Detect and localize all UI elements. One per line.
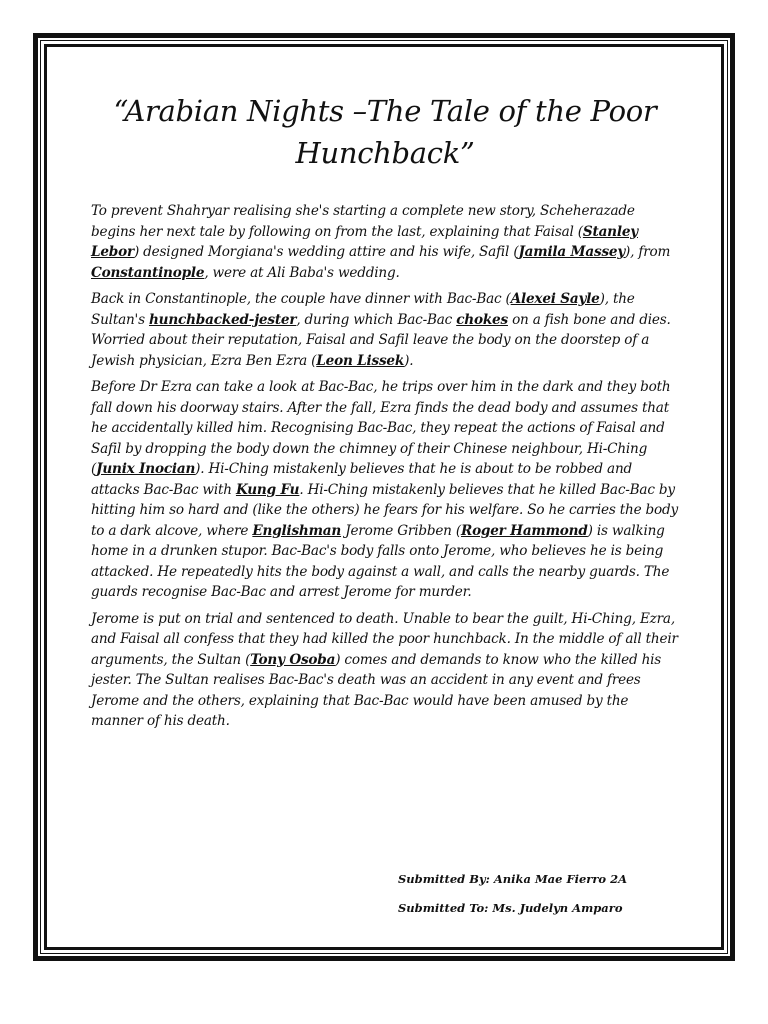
paragraph-text: . Hi-Ching mistakenly believes that he killed Bac-Bac by hitting him so hard and (like the others) he fears for his welfare. So he carries the body to a dark alcove, where (91, 481, 679, 539)
hyperlink[interactable]: Leon Lissek (316, 352, 405, 369)
hyperlink[interactable]: Tony Osoba (250, 651, 336, 668)
story-text (91, 201, 679, 732)
story-paragraph (91, 201, 679, 283)
paragraph-text: ) is walking home in a drunken stupor. Bac-Bac's body falls onto Jerome, who believes he is being attacked. He repeatedly hits the body against a wall, and calls the nearby guards. The guards recognise Bac-Bac and arrest Jerome for murder. (91, 522, 670, 600)
hyperlink[interactable]: chokes (456, 311, 508, 328)
paragraph-text: Jerome Gribben ( (341, 522, 461, 539)
paragraph-text: ), the Sultan's (91, 291, 635, 328)
hyperlink[interactable]: Alexei Sayle (510, 291, 600, 307)
paragraph-text: ) designed Morgiana's wedding attire and his wife, Safil ( (133, 244, 519, 260)
paragraph-text: ) comes and demands to know who the killed his jester. The Sultan realises Bac-Bac's death was an accident in any event and frees Jerome and the others, explaining that Bac-Bac would have been amused by the manner of his death. (91, 651, 662, 729)
hyperlink[interactable]: Jamila Massey (518, 244, 626, 260)
hyperlink[interactable]: Kung Fu (235, 481, 300, 498)
hyperlink[interactable]: Junix Inocian (96, 461, 196, 477)
paragraph-text: ). (404, 352, 414, 369)
submitted-by: Submitted By: Anika Mae Fierro 2A (398, 872, 628, 886)
hyperlink[interactable]: Roger Hammond (460, 522, 588, 539)
hyperlink[interactable]: Englishman (252, 522, 342, 539)
hyperlink[interactable]: hunchbacked-jester (148, 311, 297, 328)
paragraph-text: Jerome is put on trial and sentenced to death. Unable to bear the guilt, Hi-Ching, Ezra, and Faisal all confess that they had killed the poor hunchback. In the middle of all their arguments, the Sultan ( (91, 610, 678, 668)
paragraph-text: To prevent Shahryar realising she's starting a complete new story, Scheherazade begins her next tale by following on from the last, explaining that Faisal ( (91, 203, 635, 240)
story-paragraph (91, 609, 679, 732)
submitted-to: Submitted To: Ms. Judelyn Amparo (398, 901, 623, 915)
paragraph-text: Back in Constantinople, the couple have dinner with Bac-Bac ( (91, 291, 511, 307)
story-paragraph (91, 377, 679, 603)
paragraph-text: , during which Bac-Bac (296, 311, 457, 328)
document-body (91, 90, 679, 738)
paragraph-text: , were at Ali Baba's wedding. (204, 264, 400, 281)
story-paragraph (91, 289, 679, 371)
hyperlink[interactable]: Stanley Lebor (91, 223, 638, 260)
hyperlink[interactable]: Constantinople (91, 264, 205, 281)
document-title: “Arabian Nights –The Tale of the Poor Hunchback” (113, 94, 657, 170)
paragraph-text: Before Dr Ezra can take a look at Bac-Bac, he trips over him in the dark and they both fall down his doorway stairs. After the fall, Ezra finds the dead body and assumes that he accidentally killed him. Recognising Bac-Bac, they repeat the actions of Faisal and Safil by dropping the body down the chimney of their Chinese neighbour, Hi-Ching ( (91, 379, 671, 477)
paragraph-text: ), from (625, 244, 671, 260)
paragraph-text: ). Hi-Ching mistakenly believes that he is about to be robbed and attacks Bac-Bac with (91, 461, 633, 498)
paragraph-text: on a fish bone and dies. Worried about their reputation, Faisal and Safil leave the body on the doorstep of a Jewish physician, Ezra Ben Ezra ( (91, 311, 671, 369)
